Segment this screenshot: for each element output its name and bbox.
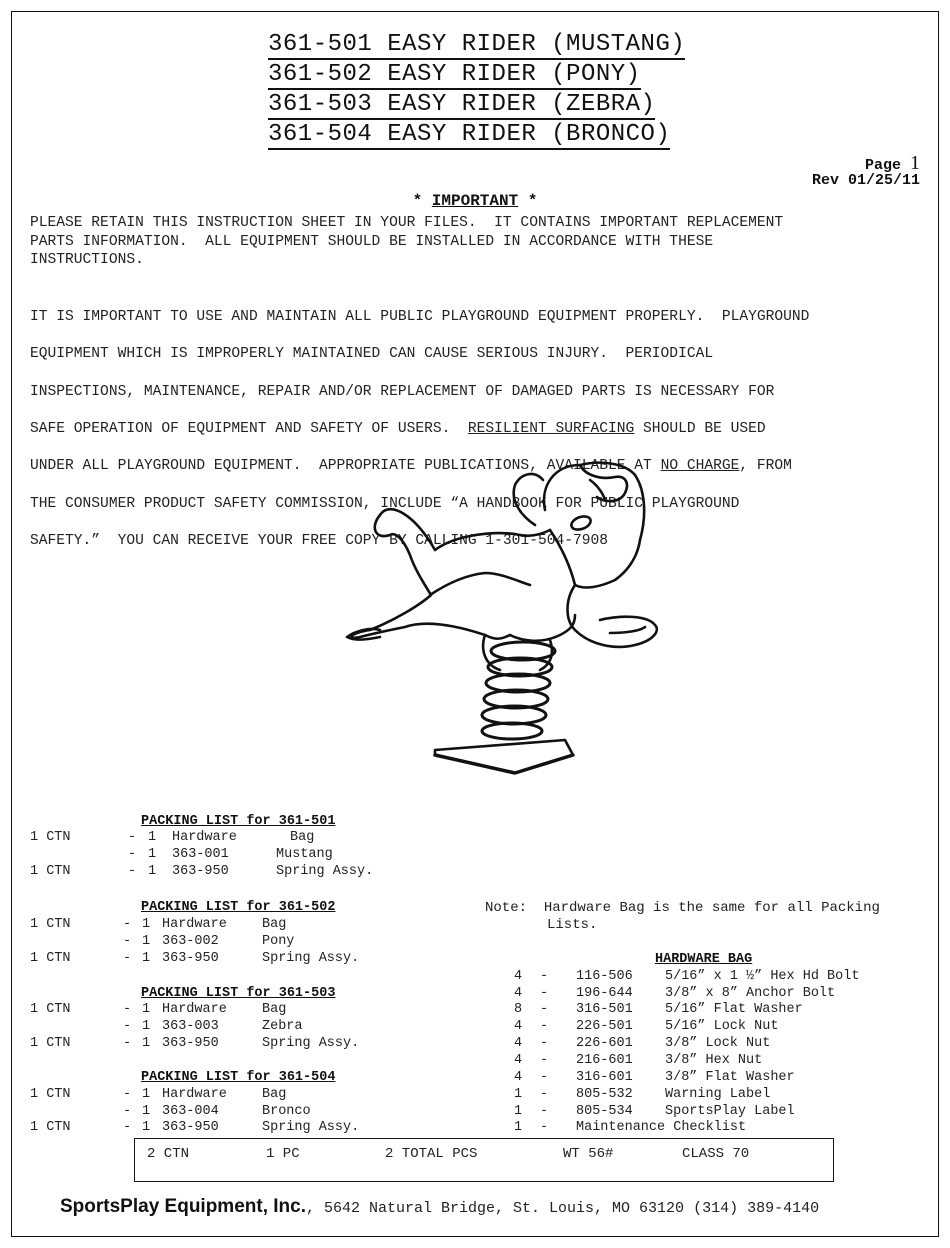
- hardware-bag-heading: HARDWARE BAG: [655, 952, 753, 967]
- title-zebra: 361-503 EASY RIDER (ZEBRA): [268, 91, 656, 118]
- totals-total-pcs: 2 TOTAL PCS: [385, 1146, 478, 1162]
- title-mustang: 361-501 EASY RIDER (MUSTANG): [268, 31, 686, 58]
- note-text: Lists.: [547, 917, 598, 933]
- title-bronco: 361-504 EASY RIDER (BRONCO): [268, 121, 671, 148]
- note-label: Note:: [485, 900, 528, 916]
- retain-paragraph: [30, 214, 930, 270]
- para1-line: INSTRUCTIONS.: [30, 252, 144, 269]
- title-block: [268, 30, 685, 150]
- page-label-text: Page: [864, 157, 901, 174]
- para2-line: SAFE OPERATION OF EQUIPMENT AND SAFETY OF USERS. RESILIENT SURFACING SHOULD BE USED: [30, 420, 766, 437]
- horse-rider-illustration: [335, 455, 665, 775]
- para2-line: UNDER ALL PLAYGROUND EQUIPMENT. APPROPRIATE PUBLICATIONS, AVAILABLE AT NO CHARGE, FROM: [30, 458, 792, 475]
- no-charge: NO CHARGE: [660, 458, 740, 475]
- shipping-totals-box: [134, 1138, 834, 1182]
- packing-list-heading: PACKING LIST for 361-501: [141, 814, 336, 829]
- para2-line: INSPECTIONS, MAINTENANCE, REPAIR AND/OR REPLACEMENT OF DAMAGED PARTS IS NECESSARY FOR: [30, 383, 775, 400]
- hardware-note: [485, 900, 880, 934]
- totals-weight: WT 56#: [563, 1146, 614, 1162]
- para2-line: THE CONSUMER PRODUCT SAFETY COMMISSION, INCLUDE “A HANDBOOK FOR PUBLIC PLAYGROUND: [30, 495, 740, 512]
- para1-line: PLEASE RETAIN THIS INSTRUCTION SHEET IN YOUR FILES. IT CONTAINS IMPORTANT REPLACEMENT: [30, 215, 784, 231]
- para1-line: PARTS INFORMATION. ALL EQUIPMENT SHOULD BE INSTALLED IN ACCORDANCE WITH THESE: [30, 233, 714, 250]
- para2-line: EQUIPMENT WHICH IS IMPROPERLY MAINTAINED CAN CAUSE SERIOUS INJURY. PERIODICAL: [30, 346, 714, 363]
- packing-list-heading: PACKING LIST for 361-504: [141, 1070, 336, 1085]
- page-number-value: 1: [910, 152, 920, 174]
- important-word: IMPORTANT: [431, 192, 519, 210]
- resilient-surfacing: RESILIENT SURFACING: [467, 420, 635, 437]
- totals-class: CLASS 70: [682, 1146, 750, 1162]
- totals-cartons: 2 CTN: [147, 1146, 190, 1162]
- company-name: SportsPlay Equipment, Inc.: [60, 1196, 306, 1217]
- revision-date: Rev 01/25/11: [811, 172, 920, 189]
- packing-list-heading: PACKING LIST for 361-502: [141, 900, 336, 915]
- packing-list-heading: PACKING LIST for 361-503: [141, 986, 336, 1001]
- star-right: *: [527, 192, 538, 210]
- para2-line: IT IS IMPORTANT TO USE AND MAINTAIN ALL PUBLIC PLAYGROUND EQUIPMENT PROPERLY. PLAYGROUND: [30, 308, 810, 325]
- company-address: , 5642 Natural Bridge, St. Louis, MO 63120 (314) 389-4140: [306, 1200, 820, 1217]
- note-text: Hardware Bag is the same for all Packing: [543, 900, 880, 916]
- totals-pieces: 1 PC: [266, 1146, 300, 1162]
- important-heading: [0, 192, 950, 210]
- para2-line: SAFETY.” YOU CAN RECEIVE YOUR FREE COPY BY CALLING 1-301-504-7908: [30, 533, 609, 550]
- company-footer: [60, 1196, 819, 1218]
- star-left: *: [412, 192, 423, 210]
- title-pony: 361-502 EASY RIDER (PONY): [268, 61, 641, 88]
